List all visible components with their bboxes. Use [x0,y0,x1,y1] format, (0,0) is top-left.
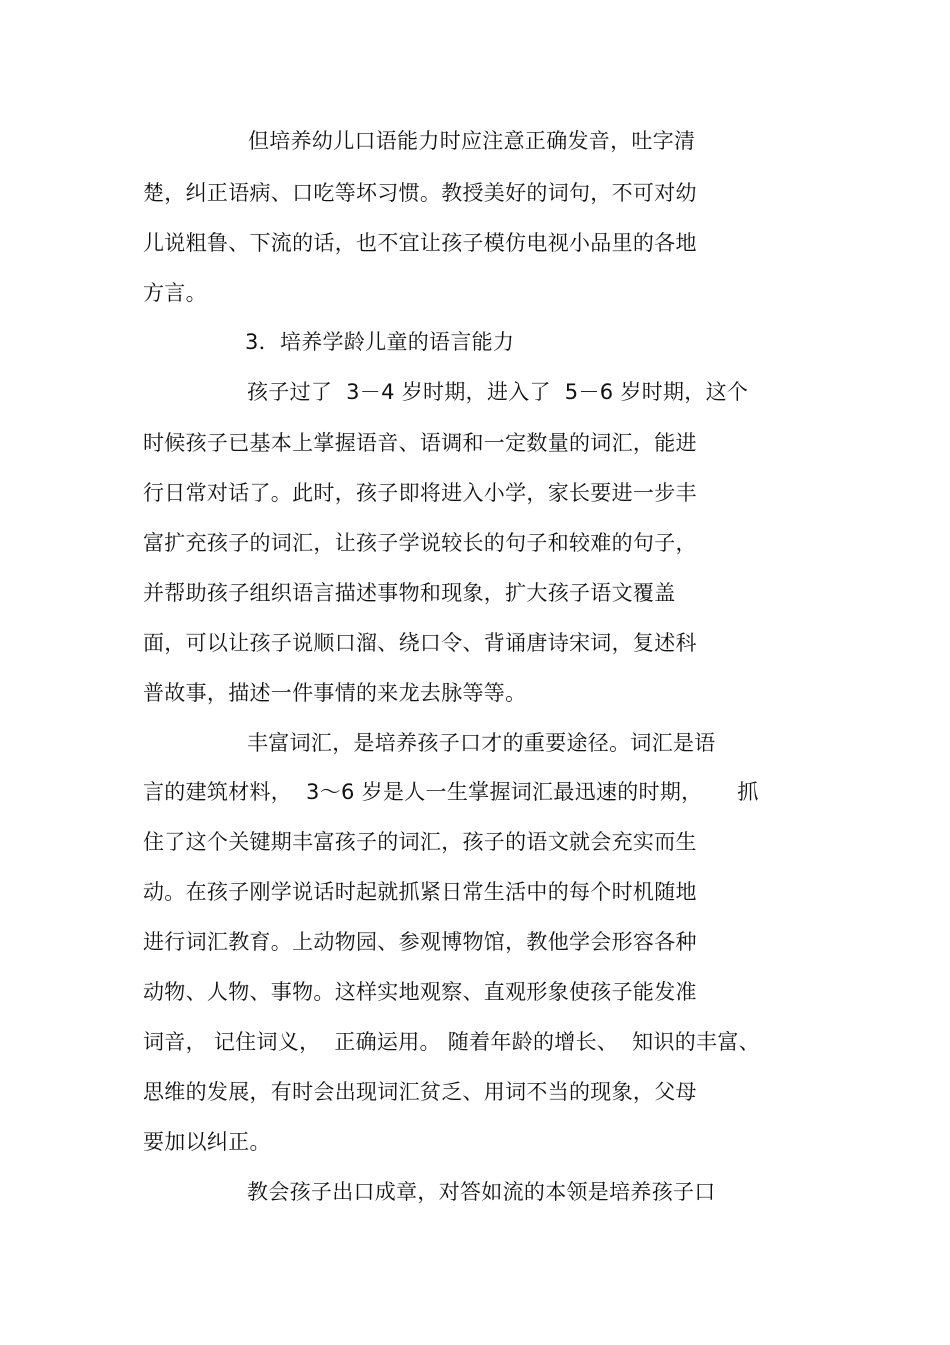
paragraph-line: 词音， 记住词义， 正确运用。 随着年龄的增长、 知识的丰富、 [143,1030,760,1054]
paragraph-line: 并帮助孩子组织语言描述事物和现象，扩大孩子语文覆盖 [143,581,676,605]
paragraph-line: 思维的发展，有时会出现词汇贫乏、用词不当的现象，父母 [143,1080,697,1104]
paragraph-line: 普故事，描述一件事情的来龙去脉等等。 [143,681,527,705]
paragraph-line: 富扩充孩子的词汇，让孩子学说较长的句子和较难的句子， [143,531,697,555]
paragraph-line: 面，可以让孩子说顺口溜、绕口令、背诵唐诗宋词，复述科 [143,631,697,655]
paragraph-line: 进行词汇教育。上动物园、参观博物馆，教他学会形容各种 [143,930,697,954]
paragraph-line: 言的建筑材料， 3～6 岁是人一生掌握词汇最迅速的时期， 抓 [143,780,759,804]
paragraph-line: 楚，纠正语病、口吃等坏习惯。教授美好的词句，不可对幼 [143,181,697,205]
paragraph-line: 动。在孩子刚学说话时起就抓紧日常生活中的每个时机随地 [143,880,697,904]
paragraph-line: 儿说粗鲁、下流的话，也不宜让孩子模仿电视小品里的各地 [143,231,697,255]
section-heading: 3．培养学龄儿童的语言能力 [245,330,515,354]
paragraph-line: 要加以纠正。 [143,1130,271,1154]
paragraph-line: 教会孩子出口成章，对答如流的本领是培养孩子口 [247,1180,716,1204]
paragraph-line: 孩子过了 3－4 岁时期，进入了 5－6 岁时期，这个 [247,380,749,404]
paragraph-line: 时候孩子已基本上掌握语音、语调和一定数量的词汇，能进 [143,431,697,455]
paragraph-line: 住了这个关键期丰富孩子的词汇，孩子的语文就会充实而生 [143,830,697,854]
paragraph-line: 丰富词汇，是培养孩子口才的重要途径。词汇是语 [247,731,716,755]
paragraph-line: 行日常对话了。此时，孩子即将进入小学，家长要进一步丰 [143,481,697,505]
paragraph-line: 动物、人物、事物。这样实地观察、直观形象使孩子能发准 [143,980,697,1004]
paragraph-line: 但培养幼儿口语能力时应注意正确发音，吐字清 [248,129,696,153]
paragraph-line: 方言。 [143,281,207,305]
